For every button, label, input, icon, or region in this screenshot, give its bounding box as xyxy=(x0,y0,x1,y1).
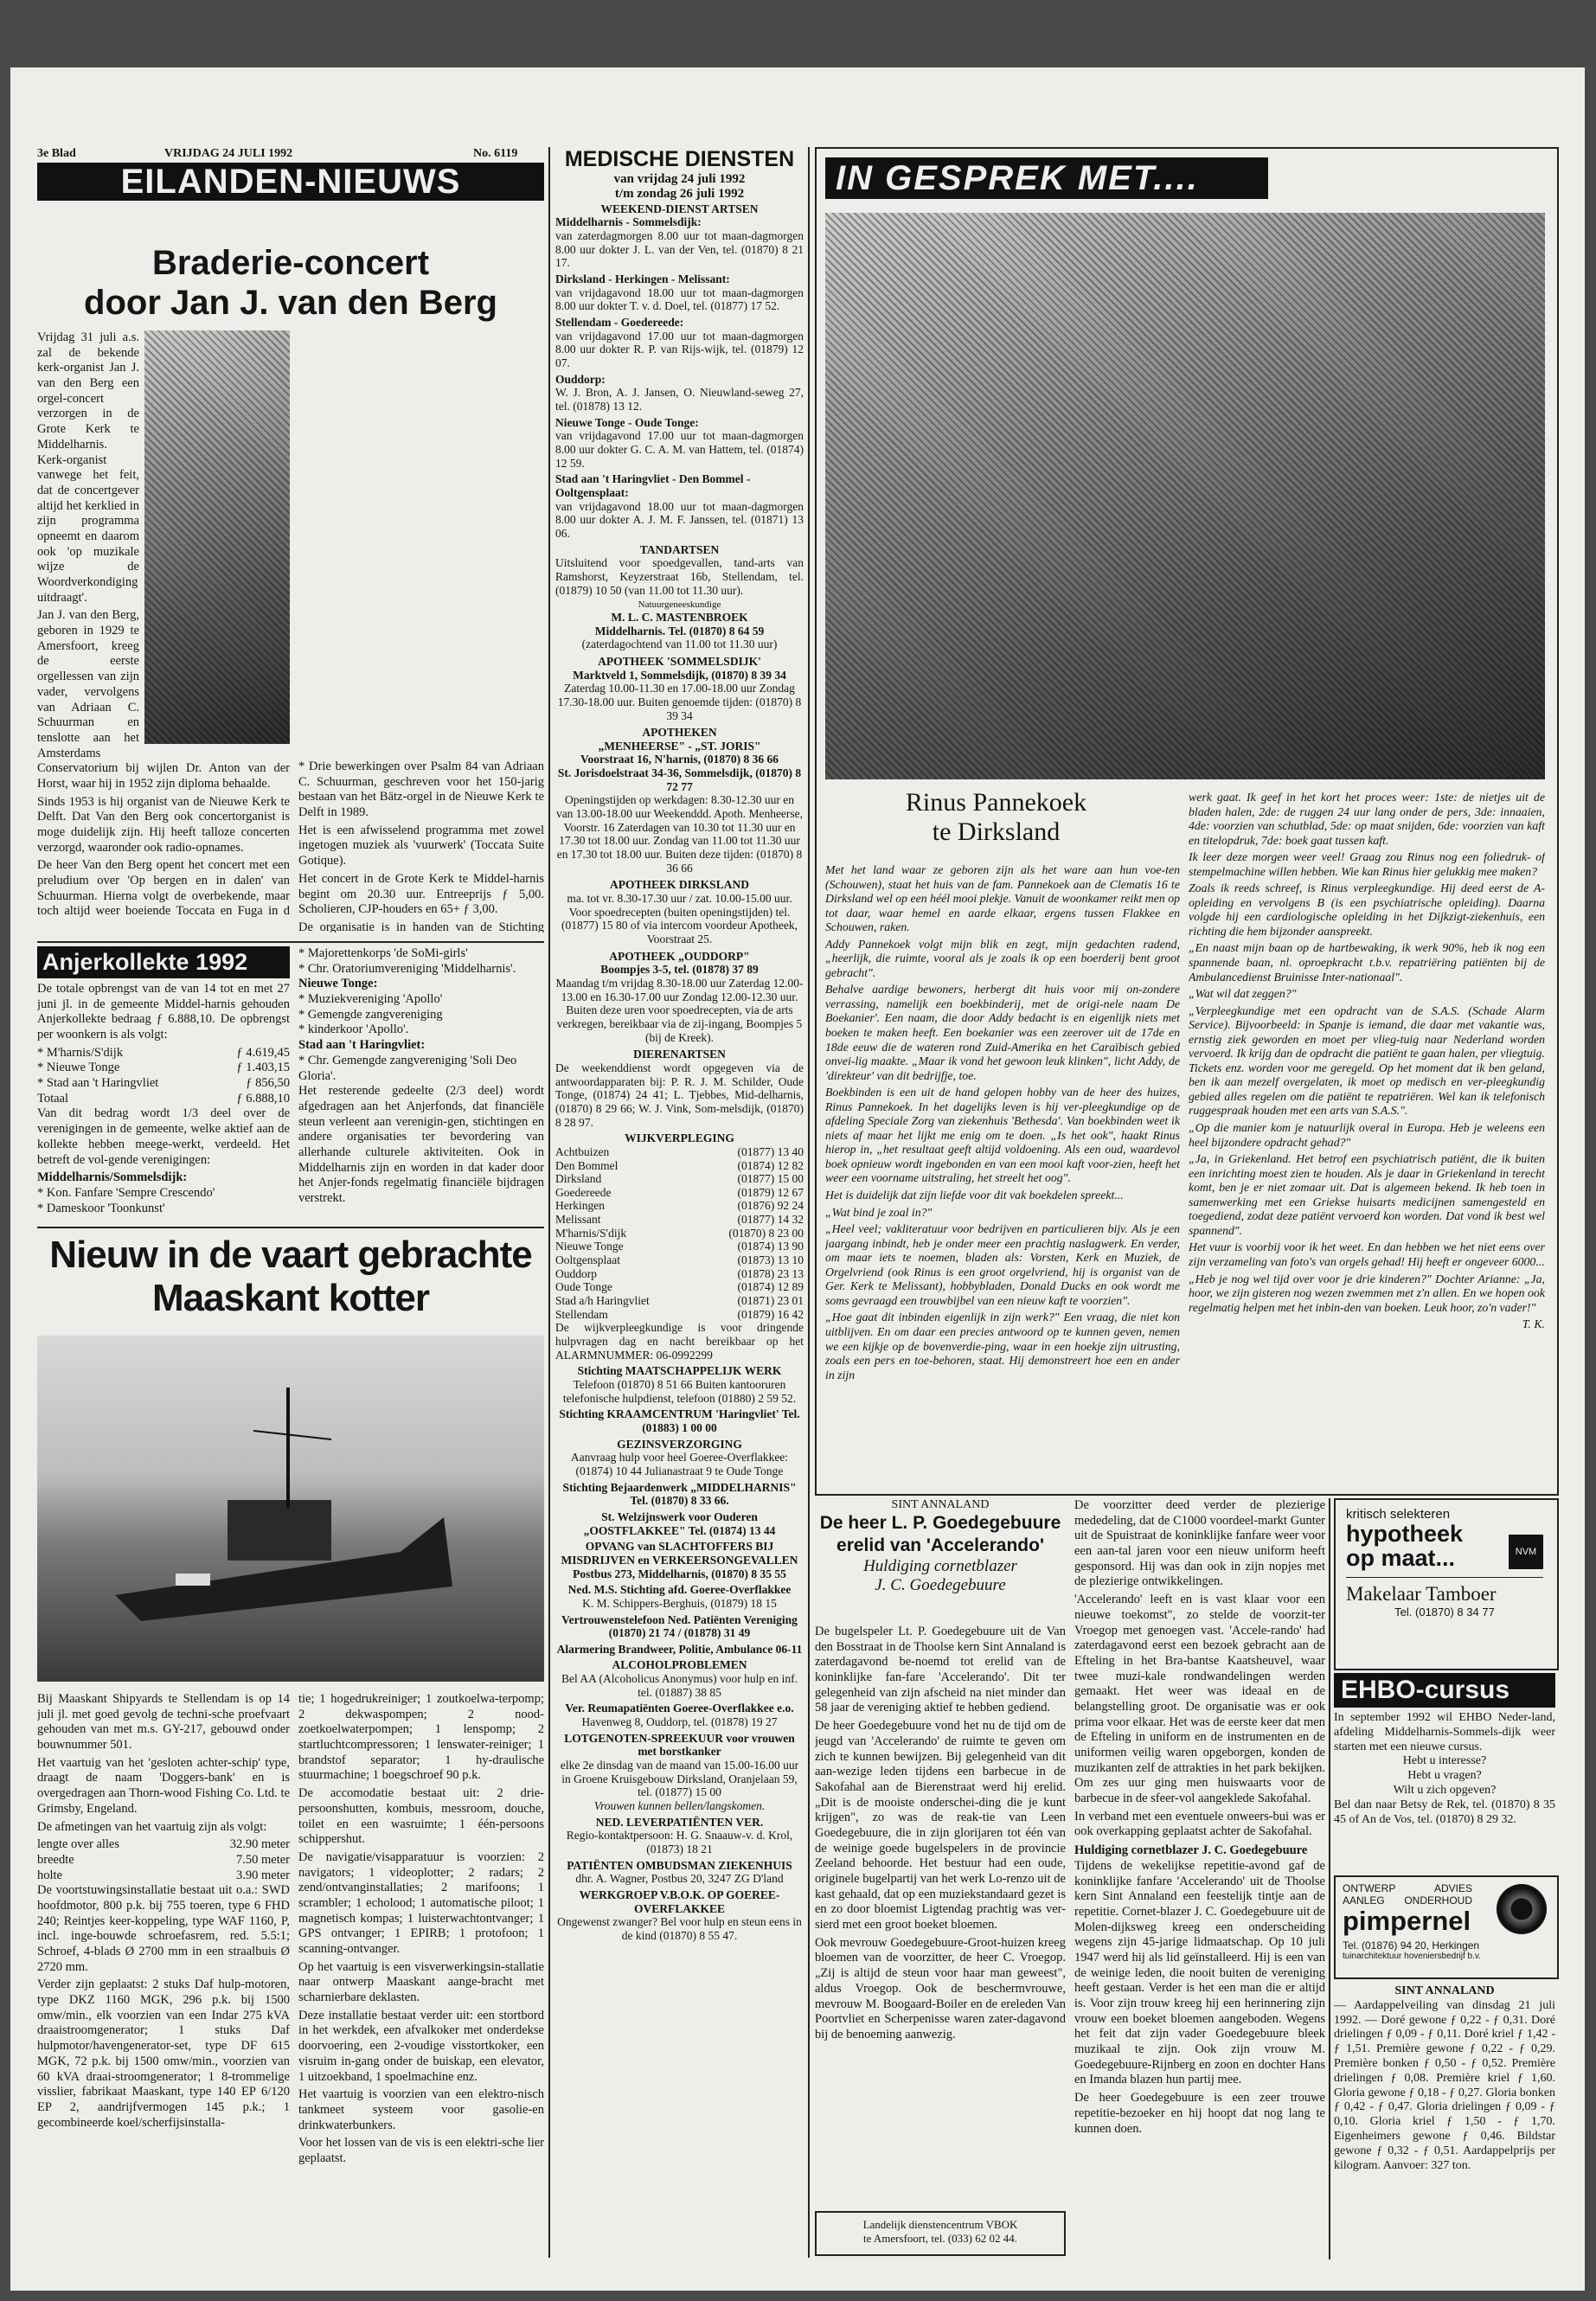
makelaar-name: Makelaar Tamboer xyxy=(1346,1577,1543,1606)
reuma-heading: Ver. Reumapatiënten Goeree-Overflakkee e.o. xyxy=(565,1702,794,1715)
reuma-text: Havenweg 8, Ouddorp, tel. (01878) 19 27 xyxy=(581,1715,778,1729)
article-paragraph: De accomodatie bestaat uit: 2 drie-persoonshutten, kombuis, messroom, douche, toilet en een wasruimte; 1 één-persoons schippershut. xyxy=(298,1786,544,1847)
wijk-row xyxy=(555,1267,804,1281)
divider xyxy=(37,941,544,943)
apo2-address1: Voorstraat 16, N'harnis, (01870) 8 36 66 xyxy=(580,753,779,766)
welz-heading: St. Welzijnswerk voor Ouderen „OOSTFLAKKEE" Tel. (01874) 13 44 xyxy=(583,1509,776,1537)
nvm-logo-icon: NVM xyxy=(1509,1535,1543,1569)
kotter-col1 xyxy=(37,1692,290,2254)
article-paragraph: Voor het lossen van de vis is een elektri-sche lier geplaatst. xyxy=(298,2136,544,2165)
apo3-heading: APOTHEEK DIRKSLAND xyxy=(610,878,749,892)
vbok-ad-line1: Landelijk dienstencentrum VBOK xyxy=(862,2218,1018,2231)
braderie-col2 xyxy=(298,760,544,933)
duty-region: Middelharnis - Sommelsdijk: xyxy=(555,215,702,229)
wijk-row-label: Melissant xyxy=(555,1213,601,1227)
wijk-row-value: (01873) 13 10 xyxy=(737,1253,804,1267)
loto-note: Vrouwen kunnen bellen/langskomen. xyxy=(593,1799,766,1813)
interview-paragraph: Ik leer deze morgen weer veel! Graag zou Rinus nog een foliedruk- of stempelmachine willen hebben. Wie kan Rinus hier gelukkig mee maken? xyxy=(1189,850,1545,878)
sint-heading: SINT ANNALAND xyxy=(1394,1984,1495,1997)
braderie-headline xyxy=(37,243,544,323)
apo4-heading: APOTHEEK „OUDDORP" xyxy=(609,949,750,963)
medische-title: MEDISCHE DIENSTEN xyxy=(564,147,795,171)
wg-text: Ongewenst zwanger? Bel voor hulp en steun eens in de kind (01870) 8 55 47. xyxy=(557,1915,802,1942)
pimpernel-aanleg: AANLEG xyxy=(1343,1894,1385,1907)
wg-heading: WERKGROEP V.B.O.K. OP GOEREE-OVERFLAKKEE xyxy=(579,1888,780,1915)
wijk-row-value: (01877) 15 00 xyxy=(737,1172,804,1186)
interview-paragraph: werk gaat. Ik geef in het kort het proces weer: 1ste: de nietjes uit de bladen halen, 2de: de ruggen 24 uur lang onder de pers, 3de: innaaien, 4de: voorzien van schutblad, 5de: op maat snijden, 6de: voorzien van kaft en titelopdruk, 7de: boek gaat tussen kaft. xyxy=(1189,791,1545,847)
wijk-row-value: (01870) 8 23 00 xyxy=(728,1226,804,1240)
alarm-heading: Alarmering Brandweer, Politie, Ambulance 06-11 xyxy=(556,1642,803,1656)
ombuds-heading: PATIËNTEN OMBUDSMAN ZIEKENHUIS xyxy=(567,1858,792,1872)
wijk-row-value: (01879) 16 42 xyxy=(737,1307,804,1321)
natuur-phone: Middelharnis. Tel. (01870) 8 64 59 xyxy=(594,624,765,638)
association-item: * Kon. Fanfare 'Sempre Crescendo' xyxy=(37,1185,215,1200)
dieren-text: De weekenddienst wordt opgegeven via de antwoordapparaten bij: P. R. J. M. Schilder, Oude Tonge, (01874) 24 41; L. Tjebbes, Mid-delharnis, (01870) 8 29 66; W. J. Vink, Som-melsdijk, (01870) 8 28 97. xyxy=(555,1061,804,1129)
pimpernel-name: pimpernel xyxy=(1343,1906,1471,1936)
dimension-row-value: 3.90 meter xyxy=(235,1868,290,1882)
opvang-text: Postbus 273, Middelharnis, (01870) 8 35 55 xyxy=(573,1567,786,1580)
makelaar-line3: op maat... xyxy=(1346,1545,1456,1571)
wijk-row xyxy=(555,1213,804,1227)
apo1-hours: Zaterdag 10.00-11.30 en 17.00-18.00 uur Zondag 17.30-18.00 uur. Buiten genoemde tijden: (01870) 8 39 34 xyxy=(557,682,802,722)
column-rule xyxy=(808,147,810,2258)
accelerando-subheading: Huldiging cornetblazer J. C. Goedegebuure xyxy=(1074,1843,1308,1858)
paper-title: EILANDEN-NIEUWS xyxy=(37,163,544,201)
wijk-row-label: Stad a/h Haringvliet xyxy=(555,1294,650,1308)
duty-region: Dirksland - Herkingen - Melissant: xyxy=(555,272,730,286)
article-paragraph: Verder zijn geplaatst: 2 stuks Daf hulp-motoren, type DKZ 1160 MGK, 296 p.k. bij 1500 omw/min., elk voorzien van een Indar 275 kVA draaistroomgenerator; 1 stuks Daf hulpmotor/havengenerator-set, type DF 615 MGK, 72 p.k. bij 1500 omw/min., voorzien van 60 kVA draai-stroomgenerator; 1 8-trommelige visslier, fabrikaat Maaskant, type 140 EP 6/120 EP 2, aandrijfvermogen 145 p.k.; 1 gecombineerde koel/scherfijsinstalla- xyxy=(37,1977,290,2130)
vbok-ad-line2: te Amersfoort, tel. (033) 62 02 44. xyxy=(863,2231,1017,2245)
association-item: * Chr. Gemengde zangvereniging 'Soli Deo Gloria'. xyxy=(298,1053,517,1083)
interview-paragraph: „Verpleegkundige met een opdracht van de S.A.S. (Schade Alarm Service). Bijvoorbeeld: in Spanje is iemand, die daar met vakantie was, ernstig ziek geworden en moet per vlieg-tuig naar Nederland worden vervoerd. Ik krijg dan de opdracht die patiënt te gaan halen, per vliegtuig. Tickets enz. worden voor me geregeld. Op het moment dat ik ben geland, ben ik aan mezelf overgelaten, ik moet op medisch en ver-pleegkundig gebied alles regelen om die patiënt te repatriëren. Wel kan ik telefonisch ruggespraak houden met een arts van S.A.S.". xyxy=(1189,1003,1545,1118)
interview-paragraph: „Op die manier kom je natuurlijk overal in Europa. Heb je weleens een heel bijzondere opdracht gehad?" xyxy=(1189,1121,1545,1149)
interview-paragraph: „En naast mijn baan op de hartbewaking, ik werk 90%, heb ik nog een spannende baan, nl. oproepkracht t.b.v. repatriëring patiënten bij de Ambulancedienst Bruinisse Inter-nationaal". xyxy=(1189,941,1545,984)
caption-line1: Rinus Pannekoek xyxy=(905,788,1087,817)
collection-row-value: ƒ 856,50 xyxy=(246,1076,290,1091)
wijk-row xyxy=(555,1227,804,1240)
organist-photo xyxy=(144,330,290,744)
article-paragraph: Ook mevrouw Goedegebuure-Groot-huizen kreeg bloemen van de voorzitter, de heer C. Vroegop. „Zij is altijd de steun voor haar man geweest", aldus Vroegop. Ook de beschermvrouwe, mevrouw M. Boogaard-Boiler en de ereleden Van Poortvliet en Scherpenisse waren zater-dagavond bij de benoeming aanwezig. xyxy=(815,1935,1066,2041)
interview-paragraph: Met het land waar ze geboren zijn als het ware aan hun voe-ten (Schouwen), staat het huis van de fam. Pannekoek aan de Clematis 16 te Dirksland wel op een héél mooi plekje. Vanuit de woonkamer reikt men op tot daar, waar hemel en aarde elkaar, ergens tussen Flakkee en Schouwen, raken. xyxy=(825,863,1180,934)
association-item: * Gemengde zangvereniging xyxy=(298,1007,443,1022)
kotter-col2 xyxy=(298,1692,544,2254)
wijk-row-value: (01878) 23 13 xyxy=(737,1266,804,1280)
divider xyxy=(37,1227,544,1228)
anjer-body: Van dit bedrag wordt 1/3 deel over de verenigingen in de gemeente, welke aktief aan de kollekte hebben meege-werkt, verdeeld. Het betreft de vol-gende verenigingen: xyxy=(37,1106,290,1167)
interview-paragraph: Behalve aardige bewoners, herbergt dit huis voor mij on-zondere verrassing, namelijk een boekbinderij, met de origi-nele naam De Boekanier'. Een naam, die door Addy bedacht is en eigenlijk niets met boeken te maken heeft. Een boekanier was een zeerover uit de 17de en 18de eeuw die de wateren rond Zuid-Amerika en het Caraïbisch gebied onvei-lig maakte. „Maar ik vond het gewoon leuk klinken", licht Addy, de 'direkteur' van dit bedrijfje, toe. xyxy=(825,983,1180,1082)
duty-text: van vrijdagavond 18.00 uur tot maan-dagmorgen 8.00 uur dokter A. J. M. F. Janssen, tel. (01871) 13 06. xyxy=(555,499,804,540)
collection-row xyxy=(37,1076,290,1092)
wijk-row xyxy=(555,1199,804,1213)
wijk-row-label: Oude Tonge xyxy=(555,1280,612,1294)
pimpernel-advies: ADVIES xyxy=(1433,1882,1472,1894)
natuur-name: M. L. C. MASTENBROEK xyxy=(611,610,748,624)
maats-heading: Stichting MAATSCHAPPELIJK WERK xyxy=(577,1364,782,1378)
anjer-intro: De totale opbrengst van de van 14 tot en met 27 juni jl. in de gemeente Middel-harnis gehouden Anjerkollekte bedraag ƒ 6.888,10. De opbrengst per woonkern is als volgt: xyxy=(37,981,290,1042)
article-paragraph: De heer Goedegebuure is een zeer trouwe repetitie-bezoeker en hij hoopt dat nog lang te kunnen doen. xyxy=(1074,2091,1325,2136)
article-paragraph: * Drie bewerkingen over Psalm 84 van Adriaan C. Schuurman, geschreven voor het 150-jarig bestaan van het Bätz-orgel in de Nieuwe Kerk te Delft in 1989. xyxy=(298,760,544,820)
accelerando-headline-line2: erelid van 'Accelerando' xyxy=(836,1535,1044,1555)
medische-diensten xyxy=(555,147,804,2258)
wijk-row-value: (01874) 12 82 xyxy=(737,1158,804,1172)
pimpernel-sub: tuinarchitektuur hoveniersbedrijf b.v. xyxy=(1343,1952,1481,1961)
newspaper-page xyxy=(10,67,1585,2291)
vertr-heading: Vertrouwenstelefoon Ned. Patiënten Vereniging (01870) 21 74 / (01878) 31 49 xyxy=(561,1612,798,1640)
issue-date: VRIJDAG 24 JULI 1992 xyxy=(164,147,293,160)
article-paragraph: De afmetingen van het vaartuig zijn als volgt: xyxy=(37,1819,267,1834)
accelerando-col1 xyxy=(815,1625,1066,2204)
ehbo-text: In september 1992 wil EHBO Neder-land, afdeling Middelharnis-Sommels-dijk weer starten met een nieuwe cursus. xyxy=(1334,1711,1555,1753)
wijk-row-label: M'harnis/S'dijk xyxy=(555,1226,627,1240)
sint-annaland-veiling xyxy=(1334,1984,1555,2258)
apo2-address2: St. Jorisdoelstraat 34-36, Sommelsdijk, (01870) 8 72 77 xyxy=(557,766,802,793)
ehbo-question: Wilt u zich opgeven? xyxy=(1393,1783,1497,1797)
interview-paragraph: Zoals ik reeds schreef, is Rinus verpleegkundige. Hij deed eerst de A-opleiding en vervolgens B (is een psychiatrische opleiding). Daarna volgde hij een cardiologische opleiding in het Dijkzigt-ziekenhuis, een richting die hem bijzonder aanspreekt. xyxy=(1189,881,1545,938)
dimension-row xyxy=(37,1837,290,1853)
wijk-row-label: Ouddorp xyxy=(555,1266,597,1280)
apo3-hours: ma. tot vr. 8.30-17.30 uur / zat. 10.00-15.00 uur. Voor spoedrecepten (buiten openingstijden) tel. (01877) 15 80 of via intercom voordeur Apotheek, Voorstraat 25. xyxy=(561,892,798,945)
article-paragraph: De voortstuwingsinstallatie bestaat uit o.a.: SWD hoofdmotor, 800 p.k. bij 755 toeren, type 6 FHD 240; Reintjes keer-koppeling, type WAF 1160, P, incl. inge-bouwde schroefasrem, red. 5.5:1; Schroef, 4-blads Ø 2700 mm in een straalbuis Ø 2720 mm. xyxy=(37,1883,290,1974)
kotter-headline xyxy=(37,1234,544,1320)
gezins-text: Aanvraag hulp voor heel Goeree-Overflakkee: (01874) 10 44 Julianastraat 9 te Oude Tonge xyxy=(570,1451,789,1477)
wijk-row xyxy=(555,1308,804,1322)
msst-text: K. M. Schippers-Berghuis, (01879) 18 15 xyxy=(582,1596,777,1610)
collection-row-value: ƒ 1.403,15 xyxy=(236,1061,290,1075)
article-paragraph: De navigatie/visapparatuur is voorzien: 2 navigators; 1 videoplotter; 2 radars; 2 zend/ontvanginstallaties; 2 marifoons; 1 scrambler; 1 echolood; 1 automatische piloot; 1 magnetisch kompas; 1 luisterwachtontvanger; 1 GPS ontvanger; 1 EPIRB; 1 protofoon; 1 scanning-ontvanger. xyxy=(298,1849,544,1956)
wijk-row-label: Ooltgensplaat xyxy=(555,1253,620,1267)
wijk-row-value: (01879) 12 67 xyxy=(737,1185,804,1199)
interview-paragraph: „Ja, in Griekenland. Het betrof een psychiatrisch patiënt, die ik buiten een inrichting moest zien te houden. Als je daar in Griekenland in terecht komt, ben je er niet zomaar uit. Dat is algemeen bekend. Ik heb toen in samenwerking met een Griekse huisarts medicijnen samengesteld en toegediend, zodat deze patiënt vervoerd kon worden. Dat vond ik best wel spannend". xyxy=(1189,1152,1545,1237)
dimension-row xyxy=(37,1868,290,1884)
interview-caption xyxy=(825,788,1167,847)
dimension-row-label: breedte xyxy=(37,1852,74,1867)
nedlev-heading: NED. LEVERPATIËNTEN VER. xyxy=(595,1815,764,1829)
duty-region: Nieuwe Tonge - Oude Tonge: xyxy=(555,415,699,429)
collection-row-label: * M'harnis/S'dijk xyxy=(37,1045,124,1060)
sint-text: — Aardappelveiling van dinsdag 21 juli 1992. — Doré gewone ƒ 0,22 - ƒ 0,31. Doré drielingen ƒ 0,09 - ƒ 0,11. Doré kriel ƒ 1,42 - ƒ 1,51. Première gewone ƒ 0,22 - ƒ 0,29. Première bonken ƒ 0,50 - ƒ 0,52. Première drielingen ƒ 0,08. Première kriel ƒ 1,60. Gloria gewone ƒ 0,18 - ƒ 0,27. Gloria bonken ƒ 0,42 - ƒ 0,47. Gloria drielingen ƒ 0,09 - ƒ 0,10. Gloria kriel ƒ 1,50 - ƒ 1,70. Eigenheimers gewone ƒ 0,46. Bildstar gewone ƒ 0,32 - ƒ 0,51. Aardappelprijs per kilogram. Aanvoer: 327 ton. xyxy=(1334,1998,1555,2172)
wijk-row-label: Goedereede xyxy=(555,1185,612,1199)
ship-icon xyxy=(37,1336,544,1682)
collection-row-value: ƒ 6.888,10 xyxy=(236,1091,290,1106)
anjer-sub2: Nieuwe Tonge: xyxy=(298,977,378,991)
nedlev-text: Regio-kontaktpersoon: H. G. Snaauw-v. d. Krol, (01873) 18 21 xyxy=(566,1829,793,1856)
vbok-ad xyxy=(815,2211,1066,2256)
wijk-row xyxy=(555,1280,804,1294)
apo2-heading: APOTHEKEN xyxy=(642,726,717,740)
kraam-heading: Stichting KRAAMCENTRUM 'Haringvliet' Tel. (01883) 1 00 00 xyxy=(559,1407,800,1434)
wijk-row-label: Nieuwe Tonge xyxy=(555,1240,624,1253)
natuur-heading: Natuurgeneeskundige xyxy=(638,599,721,611)
interview-photo xyxy=(825,213,1545,779)
makelaar-tel: Tel. (01870) 8 34 77 xyxy=(1394,1606,1495,1618)
loto-text: elke 2e dinsdag van de maand van 15.00-16.00 uur in Groene Kruisgebouw Dirksland, Oranjelaan 59, tel. (01877) 15 00 xyxy=(560,1759,799,1799)
accelerando-col2 xyxy=(1074,1498,1325,2259)
article-paragraph: Jan J. van den Berg, geboren in 1929 te Amersfoort, kreeg de eerste orgellessen van zijn vader, vervolgens van Adriaan C. Schuurman en tenslotte aan het Amsterdams Conservatorium bij wijlen Dr. Anton van der Horst, waar hij in 1952 zijn diploma behaalde. xyxy=(37,608,290,791)
interview-paragraph: Addy Pannekoek volgt mijn blik en zegt, mijn gedachten radend, „heerlijk, die ruimte, vooral als je zoals ik op een boerderij bent groot gebracht". xyxy=(825,937,1180,979)
anjer-sub3: Stad aan 't Haringvliet: xyxy=(298,1038,426,1053)
dieren-heading: DIERENARTSEN xyxy=(633,1048,726,1061)
apo2-hours: Openingstijden op werkdagen: 8.30-12.30 uur en van 13.00-18.00 uur Weekenddd. Apoth. Menheerse, Voorstr. 16 Zaterdagen van 10.30 tot 11.30 uur en 17.30 tot 18.00 uur. Zondag van 11.00 tot 11.30 uur en 17.30 tot 18.00 uur. Buiten deze tijden: (01870) 8 36 66 xyxy=(555,793,804,875)
article-paragraph: Tijdens de wekelijkse repetitie-avond gaf de koninklijke fanfare 'Accelerando' uit de Thoolse kern Sint Annaland een feestelijk tintje aan de repetitie. Cornet-blazer J. C. Goedegebuure uit de Molen-dijksweg kreeg een onderscheiding wegens zijn 45-jarige lidmaatschap. Op 10 juli 1947 werd hij als lid geïnstalleerd. Hij is een van de weinige leden, die nooit buiten de vereniging heeft gestaan. Verder is het een man die er altijd is. Voor zijn trouw kreeg hij een herinnering zijn vrouw een boeket bloemen aangeboden. Wegens het feit dat zijn vader Goedegebuure bleek muzikaal te zijn. Ook zijn vrouw M. Goedegebuure-Rijnberg en zoon en dochter Hans en Imanda blazen hun partij mee. xyxy=(1074,1858,1325,2087)
msst-heading: Ned. M.S. Stichting afd. Goeree-Overflakkee xyxy=(567,1583,792,1597)
wijk-row-value: (01871) 23 01 xyxy=(737,1294,804,1308)
article-paragraph: Deze installatie bestaat verder uit: een stortbord in het werkdek, een afvalkoker met onderdekse doorvoering, een 2-voudige visstortkoker, een visruim in-gang onder de buiskap, een elevator, 1 uitzoekband, 1 spoelmachine enz. xyxy=(298,2008,544,2084)
duty-text: van zaterdagmorgen 8.00 uur tot maan-dagmorgen 8.00 uur dokter J. L. van der Ven, tel. (01870) 8 21 17. xyxy=(555,229,804,270)
dimension-row-value: 32.90 meter xyxy=(229,1837,290,1852)
accelerando-headline-line1: De heer L. P. Goedegebuure xyxy=(819,1513,1061,1533)
wijk-heading: WIJKVERPLEGING xyxy=(625,1131,734,1145)
ehbo-question: Hebt u interesse? xyxy=(1402,1754,1487,1768)
tandartsen-text: Uitsluitend voor spoedgevallen, tand-arts van Ramshorst, Keyzerstraat 16b, Stellendam, tel. (01879) 10 50 (van 11.00 tot 11.30 uur). xyxy=(555,556,804,597)
loto-heading: LOTGENOTEN-SPREEKUUR voor vrouwen met borstkanker xyxy=(564,1731,795,1759)
wijk-text: De wijkverpleegkundige is voor dringende hulpvragen dag en nacht bereikbaar op het ALARMNUMMER: 06-0992299 xyxy=(555,1321,804,1362)
interview-paragraph: Het vuur is voorbij voor ik het weet. En dan hebben we het niet eens over zijn verzameling van foto's van orgels gehad! Hij heeft er ongeveer 6000... xyxy=(1189,1240,1545,1268)
ehbo-question: Hebt u vragen? xyxy=(1407,1769,1482,1783)
article-paragraph: Het vaartuig van het 'gesloten achter-schip' type, draagt de naam 'Doggers-bank' en is overgedragen aan Thorn-wood Fishing Co. Ltd. te Grimsby, Engeland. xyxy=(37,1755,290,1816)
collection-row xyxy=(37,1061,290,1076)
interview-paragraph: „Heb je nog wel tijd over voor je drie kinderen?" Dochter Arianne: „Ja, hoor, we zijn gisteren nog wezen zwemmen met z'n allen. En we hopen ook regelmatig helpen met het inbin-den van boeken. Leuk hoor, zo'n vader!" xyxy=(1189,1272,1545,1314)
column-rule xyxy=(1329,1498,1330,2259)
wijk-row-label: Dirksland xyxy=(555,1172,602,1186)
apo1-address: Marktveld 1, Sommelsdijk, (01870) 8 39 34 xyxy=(573,668,786,682)
accelerando-header xyxy=(815,1498,1066,1595)
collection-row-value: ƒ 4.619,45 xyxy=(236,1045,290,1060)
association-item: * Muziekvereniging 'Apollo' xyxy=(298,992,443,1007)
article-paragraph: In verband met een eventuele onweers-bui was er ook overkapping geplaatst achter de Sakofahal. xyxy=(1074,1809,1325,1839)
apo4-hours: Maandag t/m vrijdag 8.30-18.00 uur Zaterdag 12.00-13.00 en 16.30-17.00 uur Zondag 12.00-12.30 uur. Buiten deze uren voor spoedrecepten, via de arts verkregen, bereikbaar via de zij-ingang, Boompjes 5 (bij de Kreek). xyxy=(555,976,804,1044)
ship-photo xyxy=(37,1336,544,1682)
dimension-row-label: lengte over alles xyxy=(37,1837,120,1852)
article-paragraph: Het concert in de Grote Kerk te Middel-harnis begint om 20.30 uur. Entreeprijs ƒ 5,00. Scholieren, CJP-houders en 65+ ƒ 3,00. xyxy=(298,871,544,917)
interview-banner: IN GESPREK MET.... xyxy=(825,157,1268,199)
wijk-row-value: (01874) 12 89 xyxy=(737,1280,804,1294)
interview-col2 xyxy=(1189,791,1545,1483)
ehbo-ad xyxy=(1334,1673,1555,1827)
association-item: * kinderkoor 'Apollo'. xyxy=(298,1022,409,1037)
article-paragraph: Bij Maaskant Shipyards te Stellendam is op 14 juli jl. met goed gevolg de techni-sche proefvaart gehouden van met m.s. GY-217, gebouwd onder bouwnummer 501. xyxy=(37,1692,290,1753)
wijk-row xyxy=(555,1253,804,1267)
apo4-address: Boompjes 3-5, tel. (01878) 37 89 xyxy=(600,963,759,977)
article-paragraph: Vrijdag 31 juli a.s. zal de bekende kerk-organist Jan J. van den Berg een orgel-concert verzorgen in de Grote Kerk te Middelharnis. Kerk-organist vanwege het feit, dat de concertgever altijd het kerklied in zijn programma opneemt en daarom ook 'op muzikale wijze de Woordverkondiging uitdraagt'. xyxy=(37,330,139,605)
braderie-col1 xyxy=(37,330,290,919)
wijk-row xyxy=(555,1240,804,1253)
interview-paragraph: „Wat wil dat zeggen?" xyxy=(1189,987,1297,1001)
medische-weekend: WEEKEND-DIENST ARTSEN xyxy=(600,202,759,215)
apo1-heading: APOTHEEK 'SOMMELSDIJK' xyxy=(598,654,761,668)
duty-text: W. J. Bron, A. J. Jansen, O. Nieuwland-seweg 27, tel. (01878) 13 12. xyxy=(555,386,804,413)
braderie-headline-line1: Braderie-concert xyxy=(151,244,430,282)
article-paragraph: 'Accelerando' leeft en is vast klaar voor een nieuwe toekomst", zo stelde de voorzit-ter Vroegop met genoegen vast. 'Accele-rando' had zaterdagavond eerst een bezoek gebracht aan de Efteling in het Bra-bantse Kaatsheuvel, waar twee muzi-kale rondwandelingen werden gemaakt. Het weer was ideaal en de belangstelling groot. De organisatie was er ook prima voor elkaar. Het was de eerste keer dat men de Efteling in uniform en de instrumenten en de uniformen veilig waren opgeborgen, konden de muzikanten zelf de attrakties in het park bekijken. Om zes uur ging men huiswaarts voor de barbecue in de sfeer-vol aangeklede Sakofahal. xyxy=(1074,1593,1325,1806)
collection-row xyxy=(37,1046,290,1061)
association-item: * Majorettenkorps 'de SoMi-girls' xyxy=(298,946,468,960)
article-paragraph: Het is een afwisselend programma met zowel ingetogen muziek als 'vuurwerk' (Toccata Suite Gotique). xyxy=(298,823,544,868)
anjer-sub1: Middelharnis/Sommelsdijk: xyxy=(37,1170,188,1185)
wijk-row xyxy=(555,1294,804,1308)
kotter-headline-line1: Nieuw in de vaart gebrachte xyxy=(49,1234,532,1276)
duty-region: Ouddorp: xyxy=(555,372,606,386)
pimpernel-tel: Tel. (01876) 94 20, Herkingen xyxy=(1343,1939,1480,1952)
association-item: * Dameskoor 'Toonkunst' xyxy=(37,1201,165,1215)
medische-period2: t/m zondag 26 juli 1992 xyxy=(614,187,745,202)
anjer-headline: Anjerkollekte 1992 xyxy=(37,946,290,978)
article-paragraph: Op het vaartuig is een visverwerkingsin-stallatie naar ontwerp Maaskant aange-bracht met scharnierbare deklasten. xyxy=(298,1959,544,2005)
wijk-row-label: Stellendam xyxy=(555,1307,608,1321)
association-item: * Chr. Oratoriumvereniging 'Middelharnis'. xyxy=(298,961,516,976)
duty-region: Stellendam - Goedereede: xyxy=(555,316,684,330)
article-paragraph: Sinds 1953 is hij organist van de Nieuwe Kerk te Delft. Dat Van den Berg ook concertorganist is moge duidelijk zijn. Hij heeft talloze concerten verzorgd, waaronder ook radio-opnames. xyxy=(37,794,290,855)
article-paragraph: De voorzitter deed verder de plezierige mededeling, dat de C1000 voordeel-markt Gunter uit de Spuistraat de koninklijke fanfare weer voor een aan-tal jaren voor een nieuw uniform heeft gesponsord. Hij was dan ook in zijn nopjes met de plezierige ontwikkelingen. xyxy=(1074,1498,1325,1589)
duty-text: van vrijdagavond 17.00 uur tot maan-dagmorgen 8.00 uur dokter G. C. A. M. van Hattem, tel. (01874) 12 59. xyxy=(555,429,804,470)
duty-text: van vrijdagavond 18.00 uur tot maan-dagmorgen 8.00 uur dokter T. v. d. Doel, tel. (01877) 17 52. xyxy=(555,285,804,313)
article-paragraph: tie; 1 hogedrukreiniger; 1 zoutkoelwa-terpomp; 2 dekwaspompen; 2 nood-zoetkoelwaterpompen; 1 lenspomp; 2 startluchtcompressoren; 1 lenswater-reiniger; 1 brandstof separator; 1 hy-draulische stuurmachine; 1 boegschroef 90 p.k. xyxy=(298,1692,544,1783)
dimension-row xyxy=(37,1853,290,1868)
kotter-headline-line2: Maaskant kotter xyxy=(151,1277,429,1319)
collection-row-label: * Nieuwe Tonge xyxy=(37,1061,120,1075)
wijk-row xyxy=(555,1172,804,1186)
duty-text: van vrijdagavond 17.00 uur tot maan-dagmorgen 8.00 uur dokter R. P. van Rijs-wijk, tel. (01879) 12 07. xyxy=(555,329,804,369)
wijk-row xyxy=(555,1186,804,1200)
wijk-row xyxy=(555,1159,804,1173)
interview-paragraph: „Heel veel; vakliteratuur voor bedrijven en particulieren bijv. Als je een jaargang inbindt, heb je onder meer een prachtig naslagwerk. En verder, om maar iets te noemen, bladen als: Vorsten, Kerk en Muziek, de Orgelvriend (ook Rinus is een groot orgelvriend, hij is organist van de Ger. Kerk te Melissant), hobbybladen, Donald Ducks en ook wordt me soms gevraagd een trouwbijbel van een nieuw kaft te voorzien". xyxy=(825,1222,1180,1307)
caption-line2: te Dirksland xyxy=(932,817,1061,846)
wijk-row-label: Achtbuizen xyxy=(555,1144,610,1158)
gezins-heading: GEZINSVERZORGING xyxy=(617,1437,742,1451)
issue-number: No. 6119 xyxy=(473,147,518,160)
opvang-heading: OPVANG van SLACHTOFFERS BIJ MISDRIJVEN en VERKEERSONGEVALLEN xyxy=(561,1540,798,1567)
flower-logo-icon xyxy=(1497,1884,1547,1934)
wijk-row-value: (01877) 14 32 xyxy=(737,1213,804,1227)
interview-paragraph: „Hoe gaat dit inbinden eigenlijk in zijn werk?" Een vraag, die niet kon uitblijven. En om daar een precies antwoord op te kunnen geven, nemen we een kijkje op de bovenverdie-ping, waar in een hoekje zijn uitrusting, zoals een pers en toe-behoren, staat. Hij demonstreert hoe een en ander in zijn xyxy=(825,1311,1180,1381)
wijk-row xyxy=(555,1145,804,1159)
dimension-row-value: 7.50 meter xyxy=(235,1852,290,1867)
medische-period1: van vrijdag 24 juli 1992 xyxy=(613,172,746,186)
collection-row-label: Totaal xyxy=(37,1091,69,1106)
makelaar-content xyxy=(1346,1507,1543,1618)
interview-col1 xyxy=(825,863,1180,1482)
tandartsen-heading: TANDARTSEN xyxy=(639,542,720,556)
makelaar-line1: kritisch selekteren xyxy=(1346,1507,1451,1522)
ehbo-text2: Bel dan naar Betsy de Rek, tel. (01870) 8 35 45 of An de Vos, tel. (01870) 8 29 32. xyxy=(1334,1798,1555,1826)
pimpernel-onderhoud: ONDERHOUD xyxy=(1404,1894,1472,1907)
dimension-row-label: holte xyxy=(37,1868,62,1882)
article-paragraph: De heer Goedegebuure vond het nu de tijd om de jeugd van 'Accelerando' de ruimte te geven om zich te kunnen bewijzen. Bij gelegenheid van dit aan-wezige leden tijdens een barbecue in de Sakofahal aan de Bierenstraat werd hij erelid. „Dit is de mooiste onderschei-ding die je kunt krijgen", zo was de reak-tie van Leen Goedegebuure, die in zijn glorijaren tot één van de weinige goede bugelspelers in de provincie Zeeland behoorde. Het bestuur had een oude, originele bugelpartij van het werk Lo-renzo uit de kast gehaald, dat op een muziekstandaard gezet is en zo door bloemist Ligtendag prachtig was ver-sierd met een groot boeket bloemen. xyxy=(815,1719,1066,1932)
collection-row xyxy=(37,1092,290,1107)
wijk-row-value: (01876) 92 24 xyxy=(737,1199,804,1213)
ehbo-title: EHBO-cursus xyxy=(1334,1673,1555,1708)
ombuds-text: dhr. A. Wagner, Postbus 20, 3247 ZG D'land xyxy=(575,1872,784,1886)
interview-sign: T. K. xyxy=(1522,1317,1545,1331)
makelaar-line2: hypotheek xyxy=(1346,1521,1464,1547)
braderie-headline-line2: door Jan J. van den Berg xyxy=(84,284,497,322)
wijk-row-label: Den Bommel xyxy=(555,1158,619,1172)
collection-row-label: * Stad aan 't Haringvliet xyxy=(37,1076,159,1091)
article-paragraph: De heer Van den Berg opent het concert met een preludium over 'Op bergen en in dalen' van Schuurman. Hierna volgt de overbekende, maar toch altijd weer boeiende Toccata en Fuga in d xyxy=(37,858,290,919)
interview-paragraph: Het is duidelijk dat zijn liefde voor dit vak boekdelen spreekt... xyxy=(825,1189,1124,1202)
wijk-row-value: (01877) 13 40 xyxy=(737,1144,804,1158)
interview-paragraph: „Wat bind je zoal in?" xyxy=(825,1205,933,1219)
apo2-names: „MENHEERSE" - „ST. JORIS" xyxy=(598,739,761,753)
pimpernel-content xyxy=(1343,1882,1547,1961)
column-rule xyxy=(548,147,550,2258)
page-label: 3e Blad xyxy=(37,147,76,160)
alco-text: Bel AA (Alcoholicus Anonymus) voor hulp en inf. tel. (01887) 38 85 xyxy=(561,1672,798,1699)
maats-text: Telefoon (01870) 8 51 66 Buiten kantooruren telefonische hulpdienst, telefoon (01880) 2 59 52. xyxy=(562,1378,797,1405)
interview-paragraph: Boekbinden is een uit de hand gelopen hobby van de heer des huizes, Rinus Pannekoek. In het dagelijks leven is hij ver-pleegkundige op de afdeling Speciale Zorg van ziekenhuis 'Bethesda'. Van boekbinden weet ik niets af maar het lijkt me enig om te doen. „Is het ook", haakt Rinus hierop in, „het resultaat geeft altijd voldoening. Als een oud, waardevol boek opnieuw wordt ingebonden en van een mooi kaft voor-zien, heeft het weer een voorname uitstraling, het streelt het oog". xyxy=(825,1086,1180,1185)
accelerando-sub2: J. C. Goedegebuure xyxy=(875,1576,1006,1594)
wijk-row-label: Herkingen xyxy=(555,1199,605,1213)
article-paragraph: De bugelspeler Lt. P. Goedegebuure uit de Van den Bosstraat in de Thoolse kern Sint Annaland is zaterdagavond be-noemd tot erelid van de koninklijke fan-fare 'Accelerando'. Dit ter gelegenheid van zijn afscheid na niet minder dan 58 jaar de vereniging aktief te hebben gediend. xyxy=(815,1625,1066,1715)
natuur-hours: (zaterdagochtend van 11.00 tot 11.30 uur) xyxy=(581,638,778,651)
accelerando-place: SINT ANNALAND xyxy=(891,1498,990,1511)
bej-heading: Stichting Bejaardenwerk „MIDDELHARNIS" Tel. (01870) 8 33 66. xyxy=(562,1480,797,1508)
duty-region: Stad aan 't Haringvliet - Den Bommel - Ooltgensplaat: xyxy=(555,472,751,499)
accelerando-sub1: Huldiging cornetblazer xyxy=(863,1557,1017,1575)
anjer-tail: Het resterende gedeelte (2/3 deel) wordt afgedragen aan het Anjerfonds, dat financiële steun verleent aan verenigin-gen, stichtingen en andere organisaties ter bevordering van allerhande culturele aktiviteiten. Ook in Middelharnis zijn en worden in dat kader door het Anjer-fonds regelmatig financiële bijdragen verstrekt. xyxy=(298,1084,544,1205)
alco-heading: ALCOHOLPROBLEMEN xyxy=(612,1658,747,1672)
article-paragraph: Het vaartuig is voorzien van een elektro-nisch tankmeet systeem voor gasolie-en drinkwaterbunkers. xyxy=(298,2087,544,2132)
pimpernel-ontwerp: ONTWERP xyxy=(1343,1882,1396,1894)
wijk-row-value: (01874) 13 90 xyxy=(737,1240,804,1253)
article-paragraph: De organisatie is in handen van de Stichting xyxy=(298,920,544,933)
